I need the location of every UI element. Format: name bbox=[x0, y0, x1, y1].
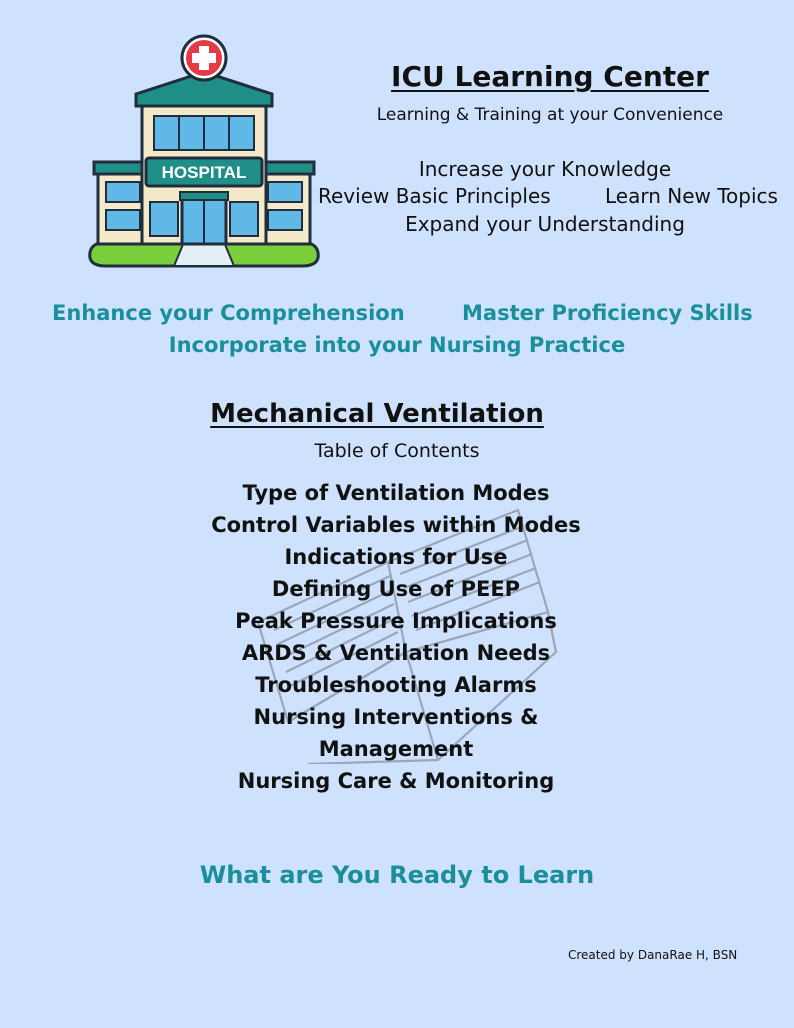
toc-item: Control Variables within Modes bbox=[211, 513, 581, 537]
toc-item: ARDS & Ventilation Needs bbox=[241, 641, 551, 665]
benefit-practice: Incorporate into your Nursing Practice bbox=[168, 333, 626, 357]
toc-item: Nursing Interventions & bbox=[253, 705, 539, 729]
benefit-line-review: Review Basic Principles bbox=[318, 184, 551, 208]
toc-item: Management bbox=[318, 737, 474, 761]
benefit-line-expand: Expand your Understanding bbox=[405, 212, 685, 236]
table-of-contents bbox=[0, 477, 794, 797]
benefit-line-knowledge: Increase your Knowledge bbox=[418, 157, 672, 181]
toc-item: Peak Pressure Implications bbox=[235, 609, 557, 633]
hospital-building-icon bbox=[84, 32, 324, 270]
toc-item: Troubleshooting Alarms bbox=[255, 673, 537, 697]
toc-item: Defining Use of PEEP bbox=[271, 577, 521, 601]
section-title: Mechanical Ventilation bbox=[210, 399, 544, 429]
toc-item: Nursing Care & Monitoring bbox=[237, 769, 555, 793]
toc-item: Indications for Use bbox=[284, 545, 508, 569]
benefit-comprehension: Enhance your Comprehension bbox=[52, 301, 405, 325]
benefit-line-learn: Learn New Topics bbox=[605, 184, 778, 208]
hospital-sign-text: HOSPITAL bbox=[161, 163, 247, 182]
page-subtitle: Learning & Training at your Convenience bbox=[376, 105, 724, 125]
toc-label: Table of Contents bbox=[314, 440, 480, 462]
benefit-proficiency: Master Proficiency Skills bbox=[462, 301, 753, 325]
call-to-action: What are You Ready to Learn bbox=[199, 861, 595, 889]
author-credit: Created by DanaRae H, BSN bbox=[568, 948, 738, 962]
page-title: ICU Learning Center bbox=[391, 60, 709, 93]
toc-item: Type of Ventilation Modes bbox=[242, 481, 550, 505]
